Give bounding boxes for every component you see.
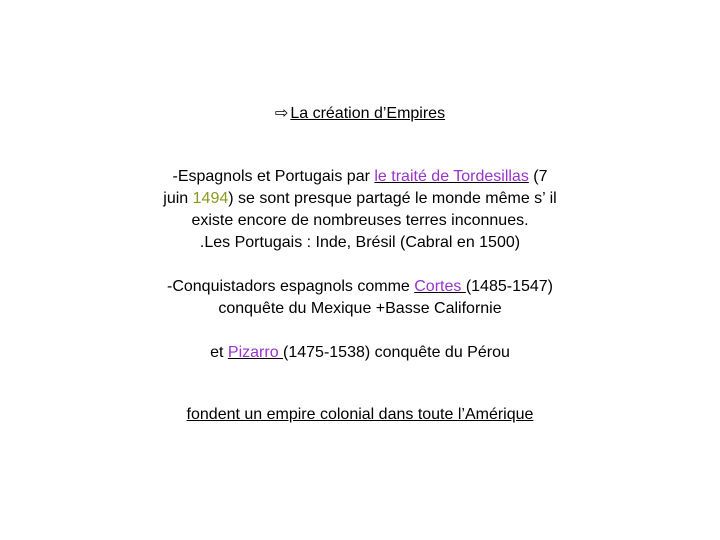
arrow-right-icon: ⇨ [274,105,289,122]
paragraph-conclusion [0,404,720,426]
paragraph2-line1-pre: -Conquistadors espagnols comme [167,278,415,295]
paragraph1-line2 [0,188,720,210]
paragraph-tordesillas [0,166,720,254]
conclusion-text: fondent un empire colonial dans toute l’Amérique [186,406,534,423]
slide-title [0,104,720,124]
year-1494: 1494 [192,190,229,207]
paragraph3-pre: et [210,344,228,361]
title-text: La création d’Empires [290,105,446,122]
paragraph1-line2-post: ) se sont presque partagé le monde même s’ il [228,190,557,207]
link-traite-tordesillas[interactable]: le traité de Tordesillas [374,168,529,185]
paragraph3-post: (1475-1538) conquête du Pérou [283,344,510,361]
paragraph1-line4: .Les Portugais : Inde, Brésil (Cabral en 1500) [199,234,521,251]
paragraph1-line1-pre: -Espagnols et Portugais par [172,168,375,185]
paragraph-conquistadors [0,276,720,320]
paragraph1-line1 [0,166,720,188]
paragraph-pizarro [0,342,720,364]
paragraph2-line2: conquête du Mexique +Basse Californie [218,300,502,317]
link-pizarro[interactable]: Pizarro [227,344,284,361]
paragraph1-line1-post: (7 [528,168,548,185]
paragraph2-line1 [0,276,720,298]
paragraph1-line3: existe encore de nombreuses terres inconnues. [191,212,529,229]
paragraph3-line [0,342,720,364]
paragraph1-line2-pre: juin [163,190,193,207]
paragraph2-line1-post: (1485-1547) [465,278,553,295]
link-cortes[interactable]: Cortes [414,278,466,295]
